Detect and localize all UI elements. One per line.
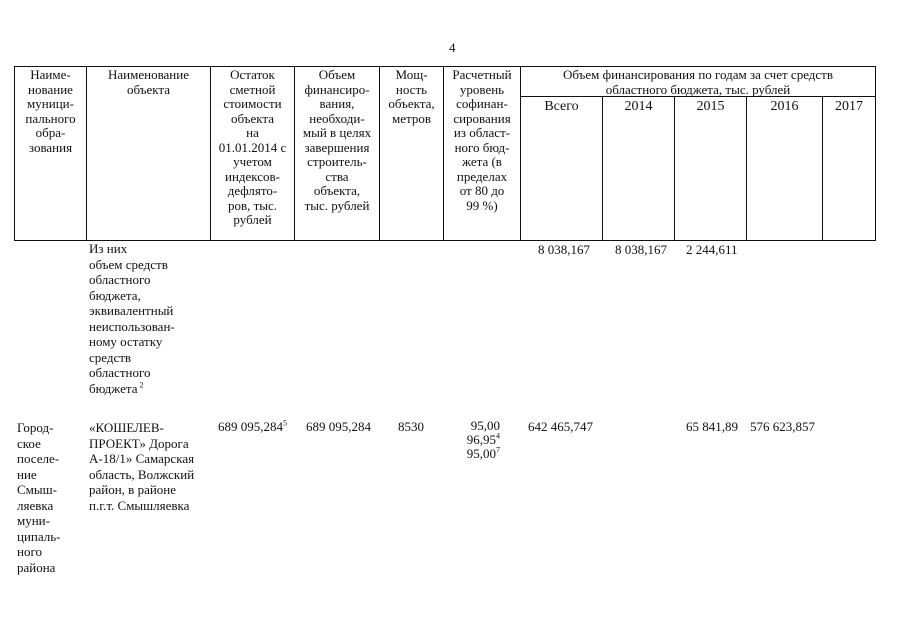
subtotal-2014: 8 038,167: [615, 242, 667, 257]
remaining-cost-footnote: 5: [283, 418, 287, 428]
col-border: [674, 96, 675, 241]
header-municipality: Наиме- нование муници- пального обра- зования: [25, 67, 76, 155]
subtotal-footnote-number: 2: [139, 380, 144, 390]
remaining-cost: [218, 419, 287, 434]
header-year-2014: 2014: [624, 99, 653, 114]
page-number: 4: [449, 40, 456, 55]
col-border: [822, 96, 823, 241]
header-cofinancing-level: Расчетный уровень софинан- сирования из област- ного бюд- жета (в пределах от 80 до 99 %): [452, 67, 512, 213]
table-header: [14, 66, 876, 241]
header-capacity: Мощ- ность объекта, метров: [388, 67, 435, 126]
col-border: [746, 96, 747, 241]
object-total: 642 465,747: [528, 419, 593, 434]
subtotal-label: [89, 241, 214, 396]
municipality-name: Город- ское поселе- ние Смыш- ляевка муни- ципаль- ного района: [17, 420, 61, 575]
cofinancing-level-3-value: 95,00: [466, 446, 496, 461]
object-2016: 576 623,857: [750, 419, 815, 434]
object-2015: 65 841,89: [686, 419, 738, 434]
col-border: [875, 66, 876, 241]
cofinancing-levels: [440, 419, 500, 461]
object-name: «КОШЕЛЕВ- ПРОЕКТ» Дорога А-18/1» Самарская область, Волжский район, в районе п.г.т. Смышляевка: [89, 420, 195, 513]
cofinancing-level-2: [440, 433, 500, 447]
header-year-2015: 2015: [696, 99, 725, 114]
header-year-2016: 2016: [770, 99, 799, 114]
capacity: 8530: [398, 419, 424, 434]
subtotal-2015: 2 244,611: [686, 242, 738, 257]
cofinancing-level-3: [440, 447, 500, 461]
financing-needed: 689 095,284: [306, 419, 371, 434]
col-border: [602, 96, 603, 241]
subtotal-label-text: Из них объем средств областного бюджета, эквивалентный неиспользован- ному остатку средств областного бюджета: [89, 241, 175, 396]
remaining-cost-value: 689 095,284: [218, 419, 283, 434]
header-object-name: Наименование объекта: [108, 67, 189, 97]
cofinancing-level-3-footnote: 7: [496, 445, 500, 455]
cofinancing-level-2-value: 96,95: [466, 432, 496, 447]
subtotal-footnote: [137, 380, 143, 389]
cofinancing-level-2-footnote: 4: [496, 431, 500, 441]
subtotal-total: 8 038,167: [538, 242, 590, 257]
header-financing-by-years: Объем финансирования по годам за счет средств областного бюджета, тыс. рублей: [563, 67, 833, 97]
header-year-2017: 2017: [835, 99, 863, 114]
header-year-total: Всего: [544, 99, 579, 114]
header-remaining-cost: Остаток сметной стоимости объекта на 01.01.2014 с учетом индексов- дефлято- ров, тыс. рублей: [218, 67, 287, 227]
header-financing-needed: Объем финансиро- вания, необходи- мый в целях завершения строитель- ства объекта, тыс. рублей: [302, 67, 372, 213]
cofinancing-level-1: 95,00: [470, 418, 500, 433]
